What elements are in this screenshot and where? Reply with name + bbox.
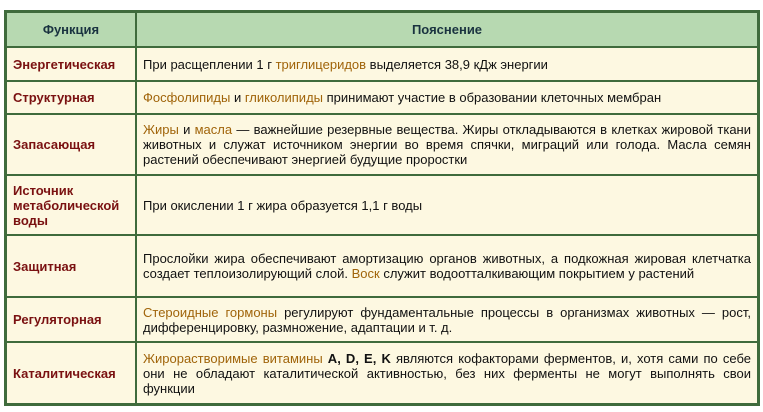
explanation-cell [136, 297, 758, 342]
function-cell: Защитная [6, 235, 136, 297]
explanation-cell [136, 342, 758, 404]
header-function: Функция [6, 12, 136, 47]
header-explanation: Пояснение [136, 12, 758, 47]
explanation-cell [136, 81, 758, 114]
function-cell: Каталитическая [6, 342, 136, 404]
function-cell: Запасающая [6, 114, 136, 175]
explanation-text: и [230, 90, 245, 105]
header-row [6, 12, 758, 47]
term-highlight: гликолипиды [244, 90, 324, 105]
table-body [6, 47, 758, 404]
term-highlight: триглицеридов [275, 56, 367, 72]
lipid-functions-table [4, 10, 760, 406]
term-highlight: Жиры [143, 122, 179, 137]
explanation-text: — важнейшие резервные вещества. Жиры откладываются в клетках жировой ткани животных и служат источником энергии во время спячки, миграций или голода. Масла семян растений обеспечивают энергией будущие проростки [143, 122, 751, 167]
table-row [6, 297, 758, 342]
explanation-text: служит водоотталкивающим покрытием у растений [379, 266, 695, 281]
table-row [6, 114, 758, 175]
term-highlight: Жирорастворимые витамины [143, 350, 323, 366]
vitamin-letters: A, D, E, K [322, 350, 391, 366]
explanation-text: являются кофакторами ферментов, и, хотя сами по себе они не обладают каталитической активностью, без них ферменты не могут выполнять свои функции [143, 350, 751, 396]
explanation-text: и [178, 122, 195, 137]
table-row [6, 81, 758, 114]
explanation-text: Прослойки жира обеспечивают амортизацию органов животных, а подкожная жировая клетчатка создает теплоизолирующий слой. [143, 251, 751, 281]
explanation-text: При окислении 1 г жира образуется 1,1 г воды [143, 197, 423, 213]
term-highlight: масла [194, 122, 233, 137]
function-cell: Энергетическая [6, 47, 136, 81]
explanation-text: принимают участие в образовании клеточных мембран [323, 90, 662, 105]
table-row [6, 342, 758, 404]
table-row [6, 175, 758, 235]
function-cell: Регуляторная [6, 297, 136, 342]
explanation-text: регулируют фундаментальные процессы в организмах животных — рост, дифференцировку, размножение, адаптации и т. д. [143, 304, 751, 335]
table-header [6, 12, 758, 47]
function-cell: Структурная [6, 81, 136, 114]
explanation-cell [136, 175, 758, 235]
term-highlight: Стероидные гормоны [143, 304, 278, 320]
explanation-cell [136, 114, 758, 175]
table-row [6, 235, 758, 297]
explanation-text: При расщеплении 1 г [143, 56, 276, 72]
explanation-text: выделяется 38,9 кДж энергии [366, 56, 548, 72]
term-highlight: Фосфолипиды [143, 90, 231, 105]
explanation-cell [136, 235, 758, 297]
explanation-cell [136, 47, 758, 81]
term-highlight: Воск [351, 266, 380, 281]
table-row [6, 47, 758, 81]
function-cell: Источник метаболической воды [6, 175, 136, 235]
